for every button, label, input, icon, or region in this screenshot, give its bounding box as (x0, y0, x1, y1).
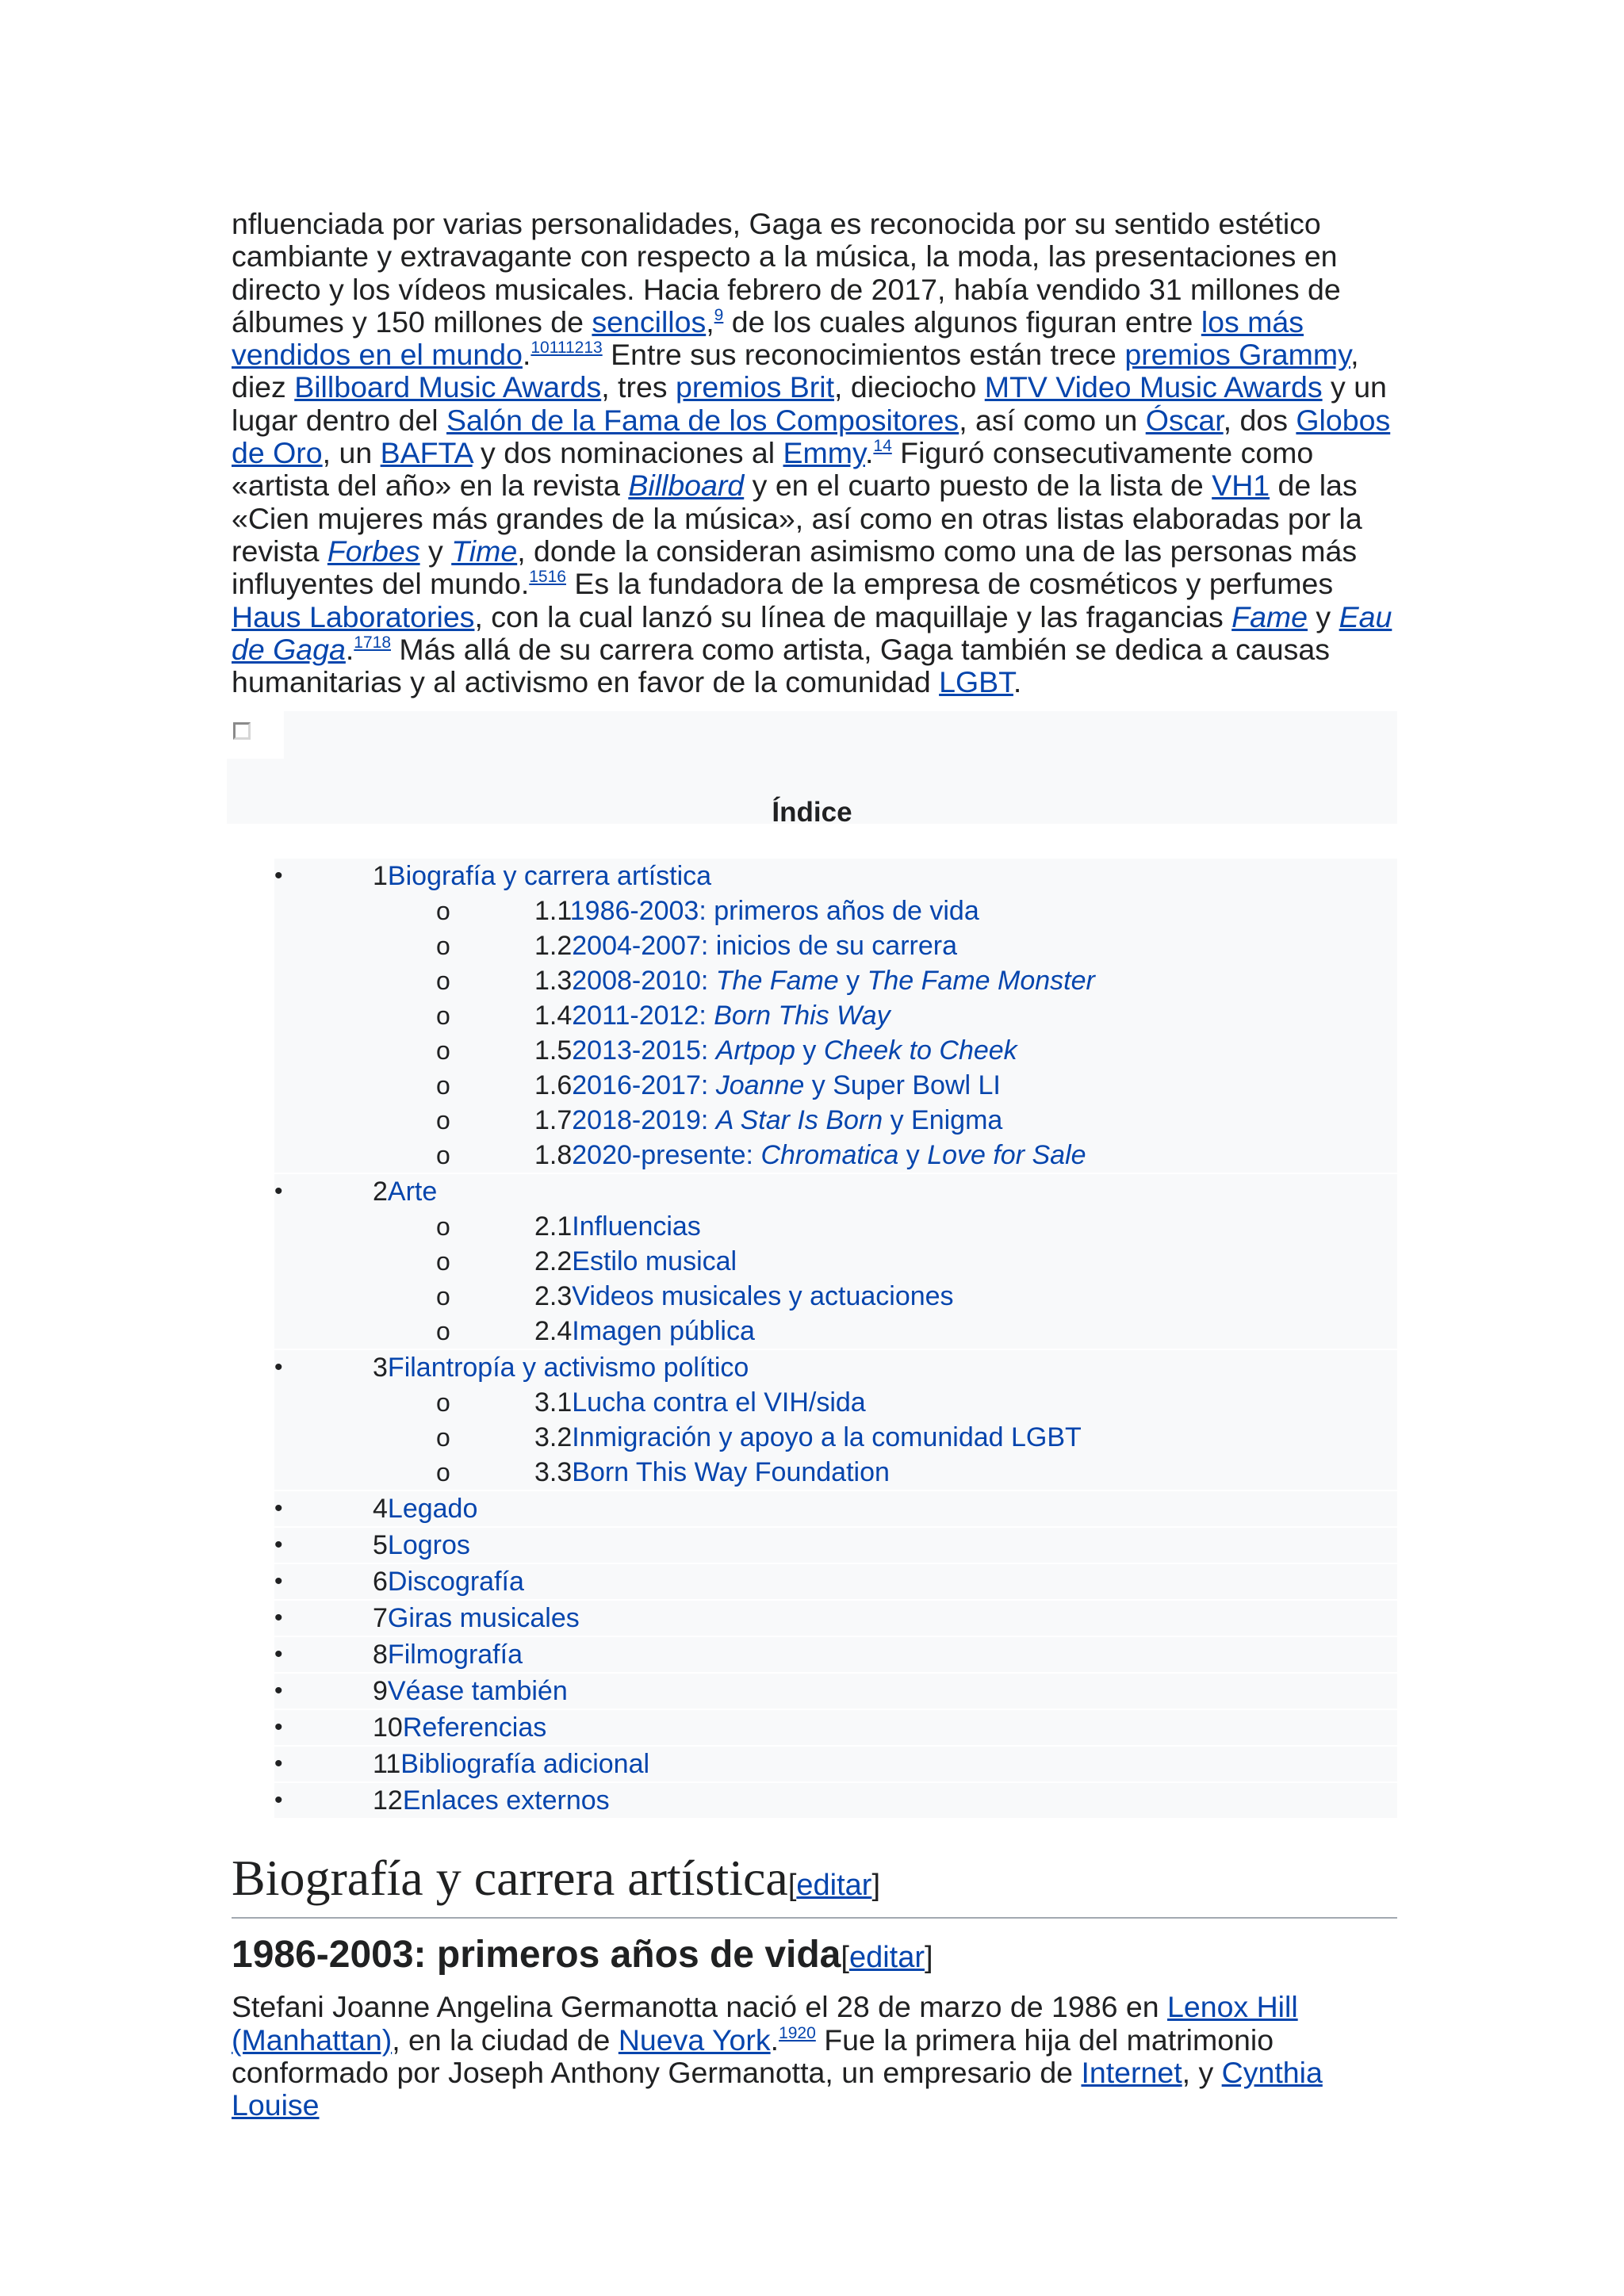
toc-link[interactable] (572, 1140, 1086, 1170)
toc-number: 1.5 (534, 1035, 573, 1066)
toc-link-text: Videos musicales y actuaciones (572, 1281, 954, 1312)
link-billboard[interactable]: Billboard (628, 469, 745, 503)
bullet-icon: • (274, 1787, 283, 1814)
toc-link[interactable]: Giras musicales (387, 1603, 580, 1634)
toc-link[interactable] (572, 1316, 755, 1346)
toc-item-row (274, 1601, 1397, 1636)
toc-number: 1.2 (534, 931, 573, 962)
bullet-icon: • (274, 1495, 283, 1522)
toc-link-text: inicios de su carrera (715, 931, 958, 962)
toc-subitem[interactable] (436, 1314, 1397, 1349)
toc-item[interactable] (274, 1174, 1397, 1349)
link-vh1[interactable]: VH1 (1212, 469, 1270, 503)
toc-item[interactable] (274, 1747, 1397, 1781)
toc-item-row (274, 1674, 1397, 1709)
toc-link-join: y (795, 1035, 824, 1066)
toc-number: 5 (373, 1530, 388, 1561)
section-heading (232, 1850, 1397, 1919)
text: Es la fundadora de la empresa de cosméticos y perfumes (565, 567, 1334, 601)
toc-link[interactable]: Filmografía (387, 1640, 523, 1670)
toc-link[interactable] (570, 896, 979, 926)
toc-link-title: Joanne (715, 1070, 805, 1101)
toc-number: 11 (373, 1749, 401, 1780)
toc-item[interactable] (274, 1783, 1397, 1818)
toc-link[interactable] (572, 1001, 890, 1031)
bullet-icon: • (274, 1678, 283, 1705)
text: y un lugar dentro del (232, 370, 1387, 437)
circle-bullet-icon: o (436, 1106, 450, 1135)
subsection-heading (232, 1933, 1397, 1980)
text: Figuró consecutivamente como «artista del año» en la revista (232, 436, 1314, 503)
toc-number: 1.8 (534, 1140, 573, 1171)
link-internet[interactable]: Internet (1081, 2056, 1182, 2090)
toc-link[interactable]: Legado (387, 1494, 478, 1525)
toc-number: 2.2 (534, 1246, 573, 1277)
circle-bullet-icon: o (436, 1141, 450, 1170)
toc-link[interactable]: Bibliografía adicional (400, 1749, 650, 1780)
toc-link-title-2: Love for Sale (927, 1140, 1086, 1171)
intro-paragraph: nfluenciada por varias personalidades, Gaga es reconocida por su sentido estético cambiante y extravagante con respecto a la música, la moda, las presentaciones en directo y los vídeos musicales. Hacia febrero de 2017, había vendido 31 millones de álbumes y 150 millones de sencillos,$^9$ de los cuales algunos figuran entre los más vendidos en el mundo.$^{10111213}$ Entre sus reconocimientos están trece premios Grammy, diez Billboard Music Awards, tres premios Brit, dieciocho MTV Video Music Awards y un lugar dentro del Salón de la Fama de los Compositores, así como un Óscar, dos Globos de Oro, un BAFTA y dos nominaciones al Emmy.$^{14}$ Figuró consecutivamente como «artista del año» en la revista Billboard y en el cuarto puesto de la lista de VH1 de las «Cien mujeres más grandes de la música», así como en otras listas elaboradas por la revista Forbes y Time, donde la consideran asimismo como una de las personas más influyentes del mundo.$^{1516}$ Es la fundadora de la empresa de cosméticos y perfumes Haus Laboratories, con la cual lanzó su línea de maquillaje y las fragancias Fame y Eau de Gaga.$^{1718}$ Más allá de su carrera como artista, Gaga también se dedica a causas humanitarias y al activismo en favor de la comunidad LGBT. (232, 207, 1392, 699)
bullet-icon: • (274, 1178, 283, 1205)
toc-item[interactable] (274, 1491, 1397, 1526)
section-title: Biografía y carrera artística (232, 1850, 788, 1907)
text: de los cuales algunos figuran entre (723, 304, 1201, 339)
link-time[interactable]: Time (451, 534, 518, 568)
link-lgbt[interactable]: LGBT (939, 665, 1013, 699)
toc-item[interactable] (274, 1350, 1397, 1490)
toc-link-prefix: 2020-presente: (572, 1140, 761, 1171)
ref-10-13[interactable]: 10111213 (530, 339, 603, 358)
toc-link[interactable] (572, 1422, 1082, 1452)
toc-item[interactable] (274, 859, 1397, 1173)
toc-item[interactable] (274, 1601, 1397, 1636)
checkbox-icon (233, 722, 251, 740)
toc-link[interactable] (572, 1246, 737, 1276)
link-eau-de-gaga[interactable]: Eau de Gaga (232, 599, 1392, 666)
bullet-icon: • (274, 1641, 283, 1668)
toc-link-join: y Super Bowl LI (804, 1070, 1001, 1101)
edit-link[interactable]: editar (848, 1941, 925, 1975)
toc-item-row (274, 1710, 1397, 1745)
toc-item-row (274, 1637, 1397, 1672)
edit-link[interactable]: editar (796, 1869, 872, 1903)
link-sencillos[interactable]: sencillos (592, 304, 707, 339)
circle-bullet-icon: o (436, 966, 450, 996)
toc-item-row (274, 859, 1397, 894)
toc-number: 2 (373, 1177, 388, 1207)
circle-bullet-icon: o (436, 1282, 450, 1311)
toc-link-title-2: The Fame Monster (867, 966, 1095, 997)
toc-link[interactable]: Discografía (387, 1567, 524, 1598)
toc-item-row (274, 1783, 1397, 1818)
toc-subitem[interactable] (436, 1033, 1397, 1068)
article-page (232, 208, 1397, 2122)
link-mas-vendidos[interactable]: los más vendidos en el mundo (232, 304, 1304, 372)
link-emmy[interactable]: Emmy (783, 436, 865, 470)
text: Más allá de su carrera como artista, Gaga también se dedica a causas humanitarias y al activismo en favor de la comunidad (232, 632, 1330, 699)
toc-number: 10 (373, 1712, 403, 1743)
toc-link[interactable]: Referencias (402, 1712, 547, 1743)
text: , con la cual lanzó su línea de maquillaje y las fragancias (474, 599, 1232, 633)
bullet-icon: • (274, 863, 283, 890)
toc-link[interactable]: Logros (387, 1530, 470, 1561)
toc-number: 12 (373, 1785, 403, 1816)
text: de las «Cien mujeres más grandes de la música», así como en otras listas elaboradas por la revista (232, 469, 1362, 568)
circle-bullet-icon: o (436, 1458, 450, 1487)
text: , tres (601, 370, 676, 404)
link-bafta[interactable]: BAFTA (380, 436, 473, 470)
toc-link-text: Born This Way Foundation (572, 1457, 890, 1488)
toc-subitem[interactable] (436, 963, 1397, 998)
toc-link-title: Born This Way (714, 1001, 891, 1031)
toc-item-row (274, 1350, 1397, 1385)
toc-link-text: primeros años de vida (714, 896, 979, 927)
toc-title: Índice (772, 797, 852, 828)
link-brit[interactable]: premios Brit (675, 370, 835, 404)
text: , un (322, 436, 381, 470)
toc-number: 6 (373, 1567, 388, 1598)
link-fame[interactable]: Fame (1231, 599, 1308, 633)
circle-bullet-icon: o (436, 1001, 450, 1031)
circle-bullet-icon: o (436, 1423, 450, 1452)
toc-link-join: y Enigma (883, 1105, 1003, 1136)
toc-link-text: Estilo musical (572, 1246, 737, 1277)
toc-number: 1.7 (534, 1105, 573, 1136)
circle-bullet-icon: o (436, 897, 450, 926)
link-cynthia-louise[interactable]: Cynthia Louise (232, 2056, 1323, 2122)
toc-link[interactable] (572, 1105, 1002, 1135)
broken-image-icon (227, 711, 284, 759)
text: Stefani Joanne Angelina Germanotta nació el 28 de marzo de 1986 en (232, 1990, 1167, 2024)
ref-17-18[interactable]: 1718 (354, 633, 392, 652)
toc-item[interactable] (274, 1528, 1397, 1563)
toc-link[interactable] (572, 1070, 1001, 1100)
circle-bullet-icon: o (436, 1071, 450, 1100)
toc-link[interactable]: Filantropía y activismo político (387, 1353, 749, 1383)
toc-item-row (274, 1747, 1397, 1781)
toc-number: 3 (373, 1353, 388, 1383)
text: , dieciocho (834, 370, 985, 404)
toc-number: 1 (373, 861, 388, 892)
text: , así como un (959, 403, 1146, 437)
toc-header (227, 711, 1397, 828)
toc-link[interactable] (572, 931, 957, 961)
toc-link-join: y (898, 1140, 928, 1171)
text: , donde la consideran asimismo como una de las personas más influyentes del mundo. (232, 534, 1358, 601)
toc-link-text: Lucha contra el VIH/sida (572, 1387, 866, 1418)
circle-bullet-icon: o (436, 1388, 450, 1418)
toc-number: 9 (373, 1676, 388, 1707)
toc-sublist (436, 1385, 1397, 1490)
toc-item[interactable] (274, 1710, 1397, 1745)
toc-number: 2.4 (534, 1316, 573, 1347)
toc-link-prefix: 2008-2010: (572, 966, 716, 997)
toc-sublist (436, 1209, 1397, 1349)
toc-subitem[interactable] (436, 1385, 1397, 1420)
link-nueva-york[interactable]: Nueva York (618, 2022, 771, 2057)
link-lenox-hill[interactable]: Lenox Hill (Manhattan) (232, 1990, 1298, 2057)
text: Entre sus reconocimientos están trece (602, 338, 1125, 372)
link-grammy[interactable]: premios Grammy (1124, 338, 1351, 372)
text: , diez (232, 338, 1359, 404)
link-haus-laboratories[interactable]: Haus Laboratories (232, 599, 475, 633)
toc-number: 1.3 (534, 966, 573, 997)
toc-link-title: Chromatica (760, 1140, 899, 1171)
toc-subitem[interactable] (436, 1209, 1397, 1244)
edit-bracket-close: ] (925, 1941, 933, 1975)
toc-link-text: Inmigración y apoyo a la comunidad LGBT (572, 1422, 1082, 1453)
text: y (1308, 599, 1339, 633)
text: Fue la primera hija del matrimonio conformado por Joseph Anthony Germanotta, un empresario de (232, 2022, 1274, 2090)
toc-link[interactable] (572, 1387, 865, 1418)
toc-subitem[interactable] (436, 1068, 1397, 1103)
toc-subitem[interactable] (436, 894, 1397, 928)
bullet-icon: • (274, 1532, 283, 1559)
link-forbes[interactable]: Forbes (327, 534, 420, 568)
bio-paragraph: Stefani Joanne Angelina Germanotta nació el 28 de marzo de 1986 en Lenox Hill (Manhattan), en la ciudad de Nueva York.$^{1920}$ Fue la primera hija del matrimonio conformado por Joseph Anthony Germanotta, un empresario de Internet, y Cynthia Louise (232, 1990, 1323, 2122)
toc-link-title: Artpop (715, 1035, 795, 1066)
toc-number: 3.2 (534, 1422, 573, 1453)
bullet-icon: • (274, 1605, 283, 1632)
circle-bullet-icon: o (436, 932, 450, 961)
toc-link[interactable] (572, 1281, 953, 1311)
edit-bracket-open: [ (841, 1941, 849, 1975)
text: y (419, 534, 452, 568)
toc-link-prefix: 2013-2015: (572, 1035, 716, 1066)
bullet-icon: • (274, 1568, 283, 1595)
bullet-icon: • (274, 1751, 283, 1777)
toc-link-title: The Fame (715, 966, 839, 997)
text: , dos (1223, 403, 1297, 437)
toc-link[interactable]: Biografía y carrera artística (387, 861, 712, 892)
link-globos-oro[interactable]: Globos de Oro (232, 403, 1391, 470)
toc-sublist (436, 894, 1397, 1173)
link-billboard-music-awards[interactable]: Billboard Music Awards (294, 370, 602, 404)
toc-list (232, 859, 1397, 1818)
toc-number: 8 (373, 1640, 388, 1670)
ref-19-20[interactable]: 1920 (779, 2023, 816, 2042)
toc-link-join: y (838, 966, 868, 997)
toc-link-text: Imagen pública (572, 1316, 755, 1347)
link-salon-fama[interactable]: Salón de la Fama de los Compositores (446, 403, 959, 437)
toc-item[interactable] (274, 1637, 1397, 1672)
text: , en la ciudad de (392, 2022, 619, 2057)
toc-number: 7 (373, 1603, 388, 1634)
toc-item-row (274, 1174, 1397, 1209)
edit-subsection (841, 1941, 933, 1974)
toc-item-row (274, 1528, 1397, 1563)
toc-link-prefix: 2016-2017: (572, 1070, 716, 1101)
toc-subitem[interactable] (436, 1138, 1397, 1173)
edit-bracket-close: ] (871, 1869, 880, 1903)
text: nfluenciada por varias personalidades, Gaga es reconocida por su sentido estético cambiante y extravagante con respecto a la música, la moda, las presentaciones en directo y los vídeos musicales. Hacia febrero de 2017, había vendido 31 millones de álbumes y 150 millones de (232, 207, 1341, 339)
toc-link-text: Influencias (572, 1211, 701, 1242)
circle-bullet-icon: o (436, 1247, 450, 1276)
toc-link-title: A Star Is Born (715, 1105, 883, 1136)
toc-subitem[interactable] (436, 1420, 1397, 1455)
link-mtv-vma[interactable]: MTV Video Music Awards (984, 370, 1323, 404)
toc-number: 1.1 (534, 896, 570, 927)
text: y en el cuarto puesto de la lista de (744, 469, 1212, 503)
text: , y (1182, 2056, 1222, 2090)
toc-link-title-2: Cheek to Cheek (823, 1035, 1017, 1066)
toc-link[interactable]: Véase también (387, 1676, 568, 1707)
toc-link[interactable]: Arte (387, 1177, 438, 1207)
toc-link[interactable] (572, 966, 1095, 996)
toc-number: 1.4 (534, 1001, 573, 1031)
toc-number: 3.1 (534, 1387, 573, 1418)
bullet-icon: • (274, 1714, 283, 1741)
toc-link[interactable] (572, 1457, 890, 1487)
toc-link[interactable]: Enlaces externos (402, 1785, 610, 1816)
toc-subitem[interactable] (436, 1103, 1397, 1138)
edit-section (788, 1869, 880, 1902)
toc-item[interactable] (274, 1674, 1397, 1709)
circle-bullet-icon: o (436, 1317, 450, 1346)
toc-subitem[interactable] (436, 1279, 1397, 1314)
toc-subitem[interactable] (436, 1244, 1397, 1279)
toc-item-row (274, 1564, 1397, 1599)
ref-15-16[interactable]: 1516 (529, 568, 566, 587)
toc-subitem[interactable] (436, 928, 1397, 963)
toc-subitem[interactable] (436, 1455, 1397, 1490)
toc-link[interactable] (572, 1211, 701, 1242)
toc-number: 1.6 (534, 1070, 573, 1101)
toc-item[interactable] (274, 1564, 1397, 1599)
toc-item-row (274, 1491, 1397, 1526)
toc-link-prefix: 2018-2019: (572, 1105, 716, 1136)
toc-link-prefix: 2004-2007: (572, 931, 716, 962)
subsection-title: 1986-2003: primeros años de vida (232, 1934, 841, 1976)
ref-14[interactable]: 14 (873, 437, 892, 456)
toc-number: 3.3 (534, 1457, 573, 1488)
text: . (1013, 665, 1022, 699)
circle-bullet-icon: o (436, 1036, 450, 1066)
toc-link-prefix: 1986-2003: (569, 896, 714, 927)
toc-subitem[interactable] (436, 998, 1397, 1033)
ref-9[interactable]: 9 (714, 305, 724, 324)
toc-number: 2.3 (534, 1281, 573, 1312)
toc-link[interactable] (572, 1035, 1017, 1066)
link-oscar[interactable]: Óscar (1145, 403, 1224, 437)
toc-number: 2.1 (534, 1211, 573, 1242)
toc-number: 4 (373, 1494, 388, 1525)
circle-bullet-icon: o (436, 1212, 450, 1242)
toc-link-prefix: 2011-2012: (572, 1001, 714, 1031)
bullet-icon: • (274, 1354, 283, 1381)
edit-bracket-open: [ (787, 1869, 797, 1903)
text: y dos nominaciones al (472, 436, 783, 470)
